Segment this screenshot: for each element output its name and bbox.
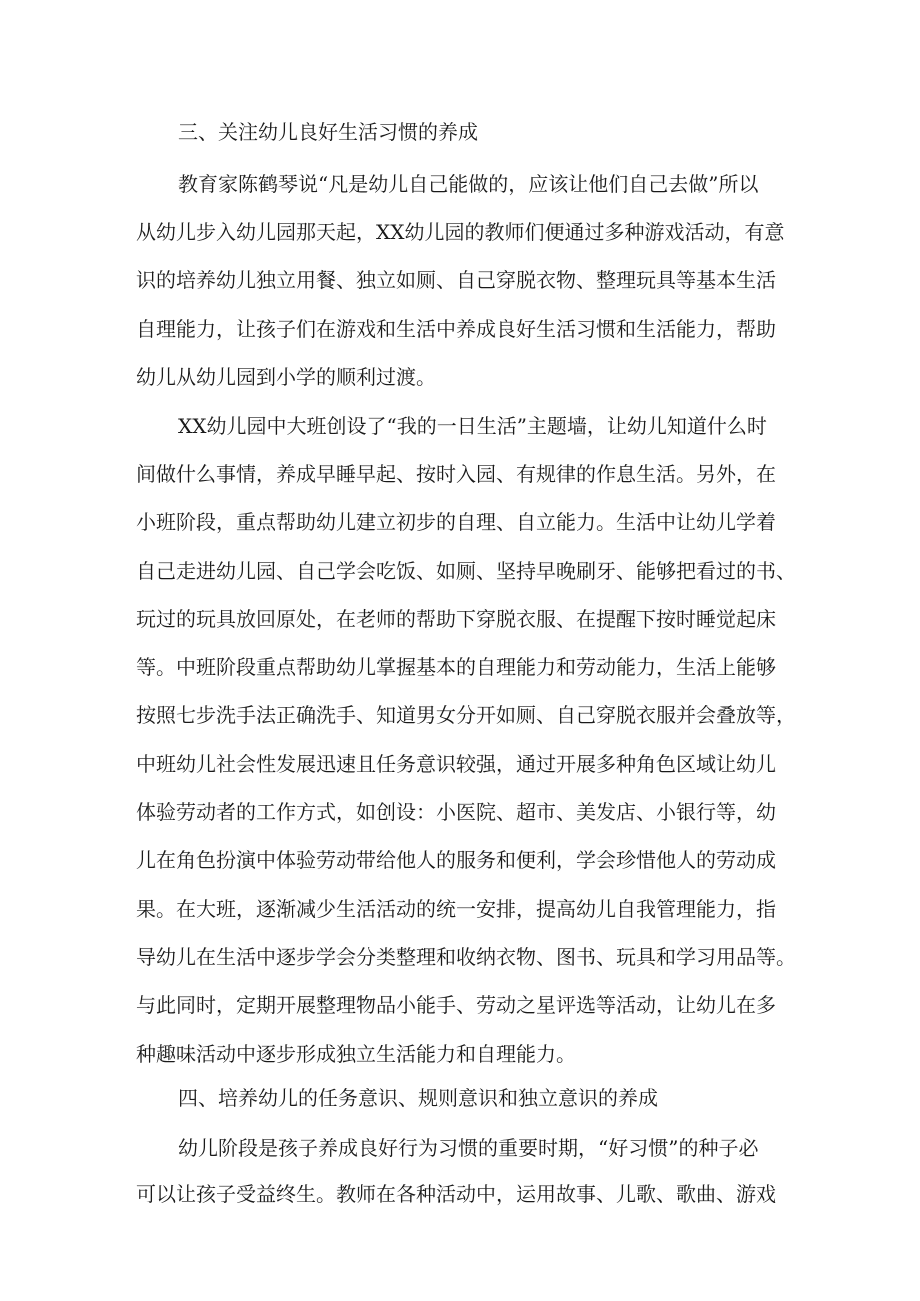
paragraph-line: 间做什么事情，养成早睡早起、按时入园、有规律的作息生活。另外，在 bbox=[136, 462, 776, 486]
paragraph-line: 按照七步洗手法正确洗手、知道男女分开如厕、自己穿脱衣服并会叠放等， bbox=[136, 703, 796, 727]
paragraph-line: 玩过的玩具放回原处，在老师的帮助下穿脱衣服、在提醒下按时睡觉起床 bbox=[136, 607, 776, 631]
paragraph-line: XX幼儿园中大班创设了“我的一日生活”主题墙，让幼儿知道什么时 bbox=[178, 414, 767, 438]
paragraph-line: 小班阶段，重点帮助幼儿建立初步的自理、自立能力。生活中让幼儿学着 bbox=[136, 510, 776, 534]
paragraph-line: 幼儿阶段是孩子养成良好行为习惯的重要时期，“好习惯”的种子必 bbox=[178, 1136, 759, 1160]
paragraph-line: 识的培养幼儿独立用餐、独立如厕、自己穿脱衣物、整理玩具等基本生活 bbox=[136, 268, 776, 292]
paragraph-line: 儿在角色扮演中体验劳动带给他人的服务和便利，学会珍惜他人的劳动成 bbox=[136, 848, 776, 872]
paragraph-line: 自理能力，让孩子们在游戏和生活中养成良好生活习惯和生活能力，帮助 bbox=[136, 317, 776, 341]
paragraph-line: 种趣味活动中逐步形成独立生活能力和自理能力。 bbox=[136, 1042, 576, 1066]
paragraph-line: 从幼儿步入幼儿园那天起，XX幼儿园的教师们便通过多种游戏活动，有意 bbox=[136, 220, 785, 244]
paragraph-line: 等。中班阶段重点帮助幼儿掌握基本的自理能力和劳动能力，生活上能够 bbox=[136, 655, 776, 679]
paragraph-line: 中班幼儿社会性发展迅速且任务意识较强，通过开展多种角色区域让幼儿 bbox=[136, 752, 776, 776]
paragraph-line: 幼儿从幼儿园到小学的顺利过渡。 bbox=[136, 365, 436, 389]
paragraph-line: 体验劳动者的工作方式，如创设：小医院、超市、美发店、小银行等，幼 bbox=[136, 800, 776, 824]
paragraph-line: 教育家陈鹤琴说“凡是幼儿自己能做的，应该让他们自己去做”所以 bbox=[178, 172, 759, 196]
paragraph-line: 果。在大班，逐渐减少生活活动的统一安排，提高幼儿自我管理能力，指 bbox=[136, 897, 776, 921]
section-heading-4: 四、培养幼儿的任务意识、规则意识和独立意识的养成 bbox=[178, 1086, 658, 1110]
paragraph-line: 导幼儿在生活中逐步学会分类整理和收纳衣物、图书、玩具和学习用品等。 bbox=[136, 945, 796, 969]
section-heading-3: 三、关注幼儿良好生活习惯的养成 bbox=[178, 120, 478, 144]
paragraph-line: 与此同时，定期开展整理物品小能手、劳动之星评选等活动，让幼儿在多 bbox=[136, 993, 776, 1017]
paragraph-line: 可以让孩子受益终生。教师在各种活动中，运用故事、儿歌、歌曲、游戏 bbox=[136, 1182, 776, 1206]
paragraph-line: 自己走进幼儿园、自己学会吃饭、如厕、坚持早晚刷牙、能够把看过的书、 bbox=[136, 559, 796, 583]
